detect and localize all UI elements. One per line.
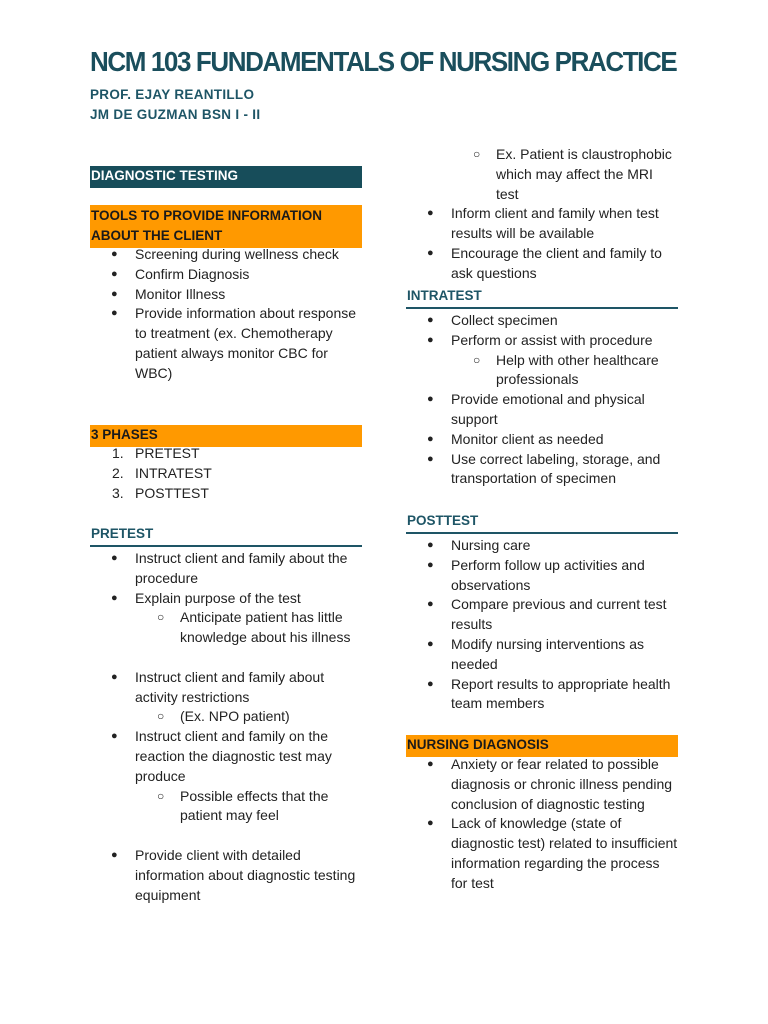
nursing-diagnosis-list	[406, 755, 678, 894]
list-item: ● Lack of knowledge (state of diagnostic test) related to insufficient information regarding the process for test	[406, 814, 678, 893]
list-item: ● Provide information about response to treatment (ex. Chemotherapy patient always monitor CBC for WBC)	[90, 304, 362, 383]
professor-name: PROF. EJAY REANTILLO	[90, 87, 255, 102]
diagnostic-testing-heading: DIAGNOSTIC TESTING	[90, 166, 362, 188]
tools-heading: TOOLS TO PROVIDE INFORMATION ABOUT THE CLIENT	[90, 205, 362, 248]
list-item: ● Inform client and family when test results will be available	[406, 204, 678, 244]
list-item: 1. PRETEST	[112, 445, 200, 461]
list-item: ● Explain purpose of the test	[90, 589, 362, 609]
list-item: ● Monitor client as needed	[406, 430, 678, 450]
intratest-list	[406, 311, 678, 489]
list-item: ● Provide emotional and physical support	[406, 390, 678, 430]
list-item: ● Instruct client and family about activity restrictions	[90, 668, 362, 708]
list-item: ● Screening during wellness check	[90, 245, 362, 265]
intratest-heading: INTRATEST	[406, 287, 678, 309]
list-item: ● Instruct client and family on the reaction the diagnostic test may produce	[90, 727, 362, 786]
list-item: ● Monitor Illness	[90, 285, 362, 305]
sub-list-item: ○ Help with other healthcare professionals	[406, 351, 678, 391]
sub-list-item: ○ Possible effects that the patient may feel	[90, 787, 362, 827]
list-item: ● Nursing care	[406, 536, 678, 556]
list-item: ● Perform or assist with procedure	[406, 331, 678, 351]
list-item: ● Confirm Diagnosis	[90, 265, 362, 285]
sub-list-item: ○ Ex. Patient is claustrophobic which may affect the MRI test	[406, 145, 678, 204]
list-item: ● Encourage the client and family to ask questions	[406, 244, 678, 284]
list-item: ● Compare previous and current test results	[406, 595, 678, 635]
phases-list	[90, 444, 362, 503]
sub-list-item: ○ (Ex. NPO patient)	[90, 707, 362, 727]
list-item: ● Anxiety or fear related to possible diagnosis or chronic illness pending conclusion of diagnostic testing	[406, 755, 678, 814]
list-item: 3. POSTTEST	[112, 484, 209, 501]
list-item: ● Perform follow up activities and observations	[406, 556, 678, 596]
posttest-heading: POSTTEST	[406, 512, 678, 534]
document-title: NCM 103 FUNDAMENTALS OF NURSING PRACTICE	[90, 46, 677, 78]
list-item: ● Instruct client and family about the procedure	[90, 549, 362, 589]
nursing-diagnosis-heading: NURSING DIAGNOSIS	[406, 735, 678, 757]
pretest-list	[90, 549, 362, 905]
student-name: JM DE GUZMAN BSN I - II	[90, 107, 261, 122]
phases-heading: 3 PHASES	[90, 425, 362, 447]
posttest-list	[406, 536, 678, 714]
list-item: ● Modify nursing interventions as needed	[406, 635, 678, 675]
list-item: ● Collect specimen	[406, 311, 678, 331]
pretest-heading: PRETEST	[90, 525, 362, 547]
list-item: ● Report results to appropriate health team members	[406, 675, 678, 715]
sub-list-item: ○ Anticipate patient has little knowledge about his illness	[90, 608, 362, 648]
list-item: ● Provide client with detailed information about diagnostic testing equipment	[90, 846, 362, 905]
pretest-continued-list	[406, 145, 678, 284]
tools-list	[90, 245, 362, 384]
list-item: ● Use correct labeling, storage, and transportation of specimen	[406, 450, 678, 490]
list-item: 2. INTRATEST	[112, 464, 212, 481]
